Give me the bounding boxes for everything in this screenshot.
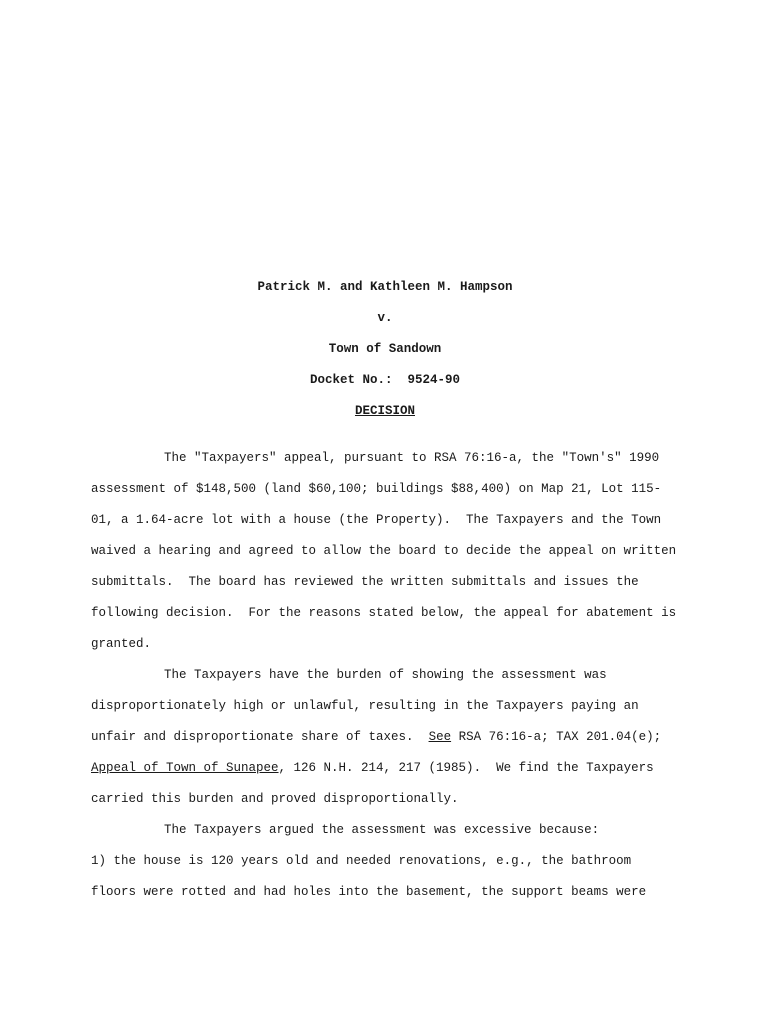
case-citation: Appeal of Town of Sunapee xyxy=(91,761,279,775)
body-line: The Taxpayers argued the assessment was excessive because: xyxy=(164,823,600,837)
body-text: RSA 76:16-a; TAX 201.04(e); xyxy=(451,730,662,744)
body-text: , 126 N.H. 214, 217 (1985). We find the Taxpayers xyxy=(278,761,654,775)
body-line: floors were rotted and had holes into the basement, the support beams were xyxy=(91,885,647,899)
body-line xyxy=(91,761,654,775)
caption-respondent: Town of Sandown xyxy=(328,342,442,356)
caption-parties: Patrick M. and Kathleen M. Hampson xyxy=(257,280,513,294)
body-text: unfair and disproportionate share of taxes. xyxy=(91,730,429,744)
body-line: disproportionately high or unlawful, resulting in the Taxpayers paying an xyxy=(91,699,639,713)
body-line: submittals. The board has reviewed the written submittals and issues the xyxy=(91,575,639,589)
body-line: 01, a 1.64-acre lot with a house (the Property). The Taxpayers and the Town xyxy=(91,513,662,527)
caption-docket: Docket No.: 9524-90 xyxy=(309,373,461,387)
decision-heading: DECISION xyxy=(354,404,415,418)
body-line: granted. xyxy=(91,637,152,651)
body-line: 1) the house is 120 years old and needed renovations, e.g., the bathroom xyxy=(91,854,632,868)
body-line: carried this burden and proved disproportionally. xyxy=(91,792,459,806)
body-line: The "Taxpayers" appeal, pursuant to RSA 76:16-a, the "Town's" 1990 xyxy=(164,451,660,465)
citation-signal: See xyxy=(428,730,452,744)
body-line xyxy=(91,730,661,744)
body-line: following decision. For the reasons stated below, the appeal for abatement is xyxy=(91,606,677,620)
body-line: assessment of $148,500 (land $60,100; buildings $88,400) on Map 21, Lot 115- xyxy=(91,482,662,496)
body-line: The Taxpayers have the burden of showing the assessment was xyxy=(164,668,607,682)
body-line: waived a hearing and agreed to allow the board to decide the appeal on written xyxy=(91,544,677,558)
caption-versus: v. xyxy=(377,311,393,325)
